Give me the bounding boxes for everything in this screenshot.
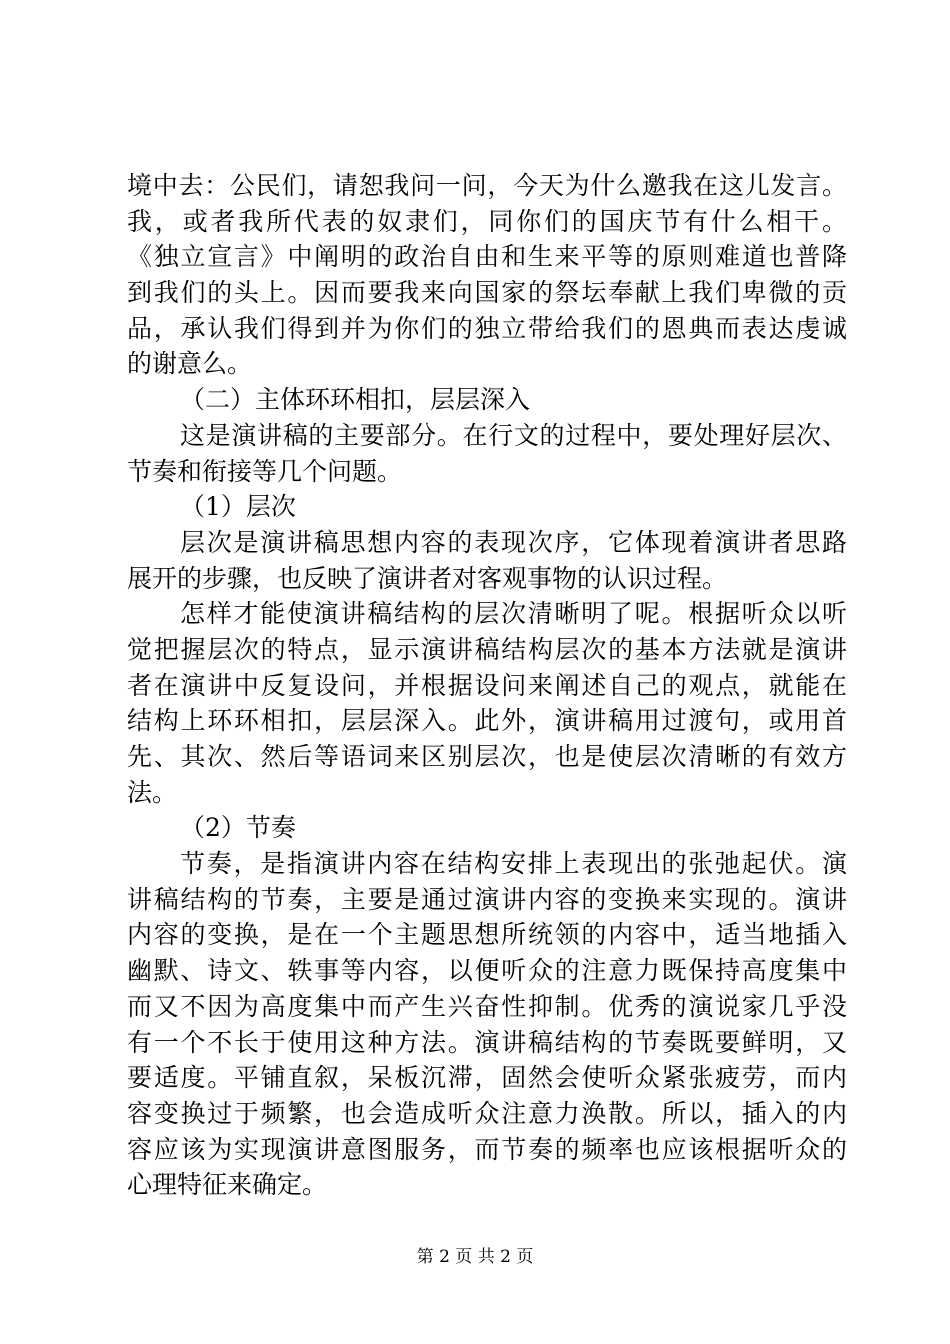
text-line: 节奏和衔接等几个问题。 xyxy=(127,456,403,486)
text-line: 内容的变换，是在一个主题思想所统领的内容中，适当地插入 xyxy=(127,920,847,950)
text-line: 容应该为实现演讲意图服务，而节奏的频率也应该根据听众的 xyxy=(127,1134,847,1164)
text-line: 怎样才能使演讲稿结构的层次清晰明了呢。根据听众以听 xyxy=(180,599,847,629)
text-line: 容变换过于频繁，也会造成听众注意力涣散。所以，插入的内 xyxy=(127,1098,847,1128)
text-line: 境中去：公民们，请恕我问一问，今天为什么邀我在这儿发言。 xyxy=(127,171,847,200)
page-number-footer: 第 2 页 共 2 页 xyxy=(416,1247,534,1267)
text-line: 讲稿结构的节奏，主要是通过演讲内容的变换来实现的。演讲 xyxy=(127,884,847,914)
section-heading: （二）主体环环相扣，层层深入 xyxy=(180,385,531,415)
text-line: 有一个不长于使用这种方法。演讲稿结构的节奏既要鲜明，又 xyxy=(127,1027,847,1057)
text-line: 《独立宣言》中阐明的政治自由和生来平等的原则难道也普降 xyxy=(127,242,847,272)
text-line: 品，承认我们得到并为你们的独立带给我们的恩典而表达虔诚 xyxy=(127,313,847,343)
subsection-heading: （2）节奏 xyxy=(180,813,296,843)
text-line: 而又不因为高度集中而产生兴奋性抑制。优秀的演说家几乎没 xyxy=(127,991,847,1021)
text-line: 要适度。平铺直叙，呆板沉滞，固然会使听众紧张疲劳，而内 xyxy=(127,1063,847,1093)
text-line: 到我们的头上。因而要我来向国家的祭坛奉献上我们卑微的贡 xyxy=(127,278,847,308)
text-line: 层次是演讲稿思想内容的表现次序，它体现着演讲者思路 xyxy=(180,527,847,557)
text-line: 展开的步骤，也反映了演讲者对客观事物的认识过程。 xyxy=(127,563,728,593)
text-line: 节奏，是指演讲内容在结构安排上表现出的张弛起伏。演 xyxy=(180,849,847,879)
text-line: 结构上环环相扣，层层深入。此外，演讲稿用过渡句，或用首 xyxy=(127,706,847,736)
text-line: 心理特征来确定。 xyxy=(127,1170,328,1200)
text-line: 的谢意么。 xyxy=(127,349,253,379)
text-line: 法。 xyxy=(127,777,178,807)
text-line: 先、其次、然后等语词来区别层次，也是使层次清晰的有效方 xyxy=(127,742,847,771)
text-line: 幽默、诗文、轶事等内容，以便听众的注意力既保持高度集中 xyxy=(127,956,847,986)
subsection-heading: （1）层次 xyxy=(180,492,296,522)
text-line: 者在演讲中反复设问，并根据设问来阐述自己的观点，就能在 xyxy=(127,670,847,700)
text-line: 这是演讲稿的主要部分。在行文的过程中，要处理好层次、 xyxy=(180,420,847,450)
text-line: 我，或者我所代表的奴隶们，同你们的国庆节有什么相干。 xyxy=(127,206,847,236)
body-text xyxy=(127,168,847,1203)
text-line: 觉把握层次的特点，显示演讲稿结构层次的基本方法就是演讲 xyxy=(127,634,847,664)
